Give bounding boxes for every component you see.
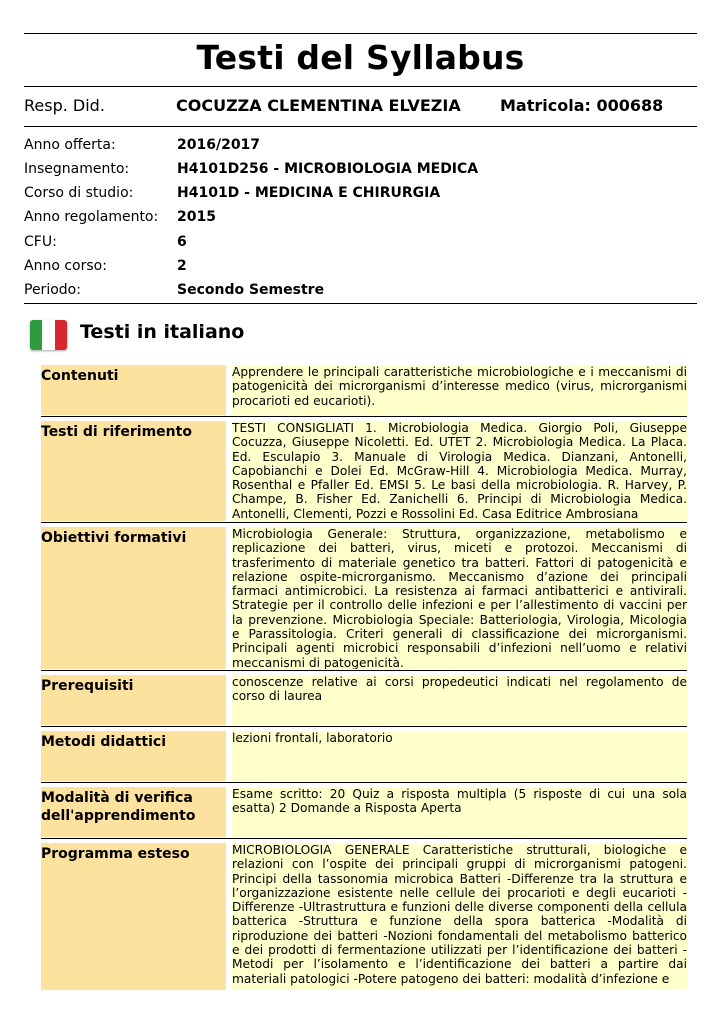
resp-did-label: Resp. Did. <box>24 96 105 115</box>
row-label: Metodi didattici <box>41 734 167 750</box>
info-label: Corso di studio: <box>24 185 134 201</box>
resp-did-name: COCUZZA CLEMENTINA ELVEZIA <box>176 96 461 115</box>
resp-rule <box>24 126 697 127</box>
info-value: Secondo Semestre <box>177 282 325 298</box>
row-separator <box>41 838 687 839</box>
row-separator <box>41 782 687 783</box>
info-label: Anno corso: <box>24 258 107 274</box>
syllabus-row-testi-di-riferimento <box>41 421 687 521</box>
title-rule <box>24 86 697 87</box>
row-text: Esame scritto: 20 Quiz a risposta multipla (5 risposte di cui una sola esatta) 2 Domande a Risposta Aperta <box>232 787 687 816</box>
info-label: Anno offerta: <box>24 137 116 153</box>
row-text: Apprendere le principali caratteristiche microbiologiche e i meccanismi di patogenicità dei microrganismi d’interesse medico (virus, microrganismi procarioti ed eucarioti). <box>232 365 687 408</box>
page-title: Testi del Syllabus <box>196 38 525 77</box>
row-text: conoscenze relative ai corsi propedeutici indicati nel regolamento de corso di laurea <box>232 675 687 704</box>
info-label: Insegnamento: <box>24 161 130 177</box>
row-text: TESTI CONSIGLIATI 1. Microbiologia Medica. Giorgio Poli, Giuseppe Cocuzza, Giuseppe Nicoletti. Ed. UTET 2. Microbiologia Medica. La Placa. Ed. Esculapio 3. Manuale di Virologia Medica. Dianzani, Antonelli, Capobianchi e Dolei Ed. McGraw-Hill 4. Microbiologia Medica. Murray, Rosenthal e Pfaller Ed. EMSI 5. Le basi della microbiologia. R. Harvey, P. Champe, B. Fisher Ed. Zanichelli 6. Principi di Microbiologia Medica. Antonelli, Clementi, Pozzi e Rossolini Ed. Casa Editrice Ambrosiana <box>232 421 687 521</box>
row-separator <box>41 416 687 417</box>
info-value: 2015 <box>177 209 216 225</box>
matricola: Matricola: 000688 <box>500 96 664 115</box>
italian-flag-icon <box>30 320 67 350</box>
row-text: Microbiologia Generale: Struttura, organizzazione, metabolismo e replicazione dei batteri, virus, miceti e protozoi. Meccanismi di trasferimento di materiale genetico tra batteri. Fattori di patogenicità e relazione ospite-microrganismo. Meccanismo d’azione dei principali farmaci antimicrobici. La resistenza ai farmaci antibatterici e antivirali. Strategie per il controllo delle infezioni e per l’allestimento di vaccini per la prevenzione. Microbiologia Speciale: Batteriologia, Virologia, Micologia e Parassitologia. Criteri generali di classificazione dei microrganismi. Principali agenti microbici responsabili d’infezioni nell’uomo e relativi meccanismi di patogenicità. <box>232 527 687 669</box>
syllabus-row-programma-esteso <box>41 843 687 990</box>
section-title: Testi in italiano <box>80 321 245 343</box>
row-text: MICROBIOLOGIA GENERALE Caratteristiche strutturali, biologiche e relazioni con l’ospite dei principali gruppi di microrganismi patogeni. Principi della tassonomia microbica Batteri -Differenze tra la struttura e l’organizzazione esistente nelle cellule dei procarioti e degli eucarioti -Differenze -Ultrastruttura e funzioni delle diverse componenti della cellula batterica -Struttura e funzione della spora batterica -Modalità di riproduzione dei batteri -Nozioni fondamentali del metabolismo batterico e dei prodotti di fermentazione utilizzati per l’identificazione dei batteri -Metodi per l’isolamento e l’identificazione dei batteri a partire dai materiali patologici -Potere patogeno dei batteri: modalità d’infezione e <box>232 843 687 986</box>
row-separator <box>41 726 687 727</box>
syllabus-row-metodi-didattici <box>41 731 687 781</box>
info-rule <box>24 303 697 304</box>
row-label: Programma esteso <box>41 846 190 862</box>
syllabus-row-contenuti <box>41 365 687 415</box>
info-label: CFU: <box>24 234 57 250</box>
info-label: Anno regolamento: <box>24 209 159 225</box>
info-value: 2 <box>177 258 187 274</box>
info-value: 2016/2017 <box>177 137 261 153</box>
row-separator <box>41 670 687 671</box>
info-value: H4101D256 - MICROBIOLOGIA MEDICA <box>177 161 479 177</box>
syllabus-row-modalita-di-verifica <box>41 787 687 837</box>
info-label: Periodo: <box>24 282 81 298</box>
row-text: lezioni frontali, laboratorio <box>232 731 393 745</box>
top-rule <box>24 33 697 34</box>
info-value: 6 <box>177 234 187 250</box>
row-separator <box>41 522 687 523</box>
syllabus-row-prerequisiti <box>41 675 687 725</box>
row-label: Modalità di verifica dell'apprendimento <box>41 790 196 824</box>
row-label: Prerequisiti <box>41 678 134 694</box>
info-value: H4101D - MEDICINA E CHIRURGIA <box>177 185 441 201</box>
row-label: Testi di riferimento <box>41 424 192 440</box>
row-label: Contenuti <box>41 368 119 384</box>
syllabus-row-obiettivi-formativi <box>41 527 687 669</box>
row-label: Obiettivi formativi <box>41 530 187 546</box>
